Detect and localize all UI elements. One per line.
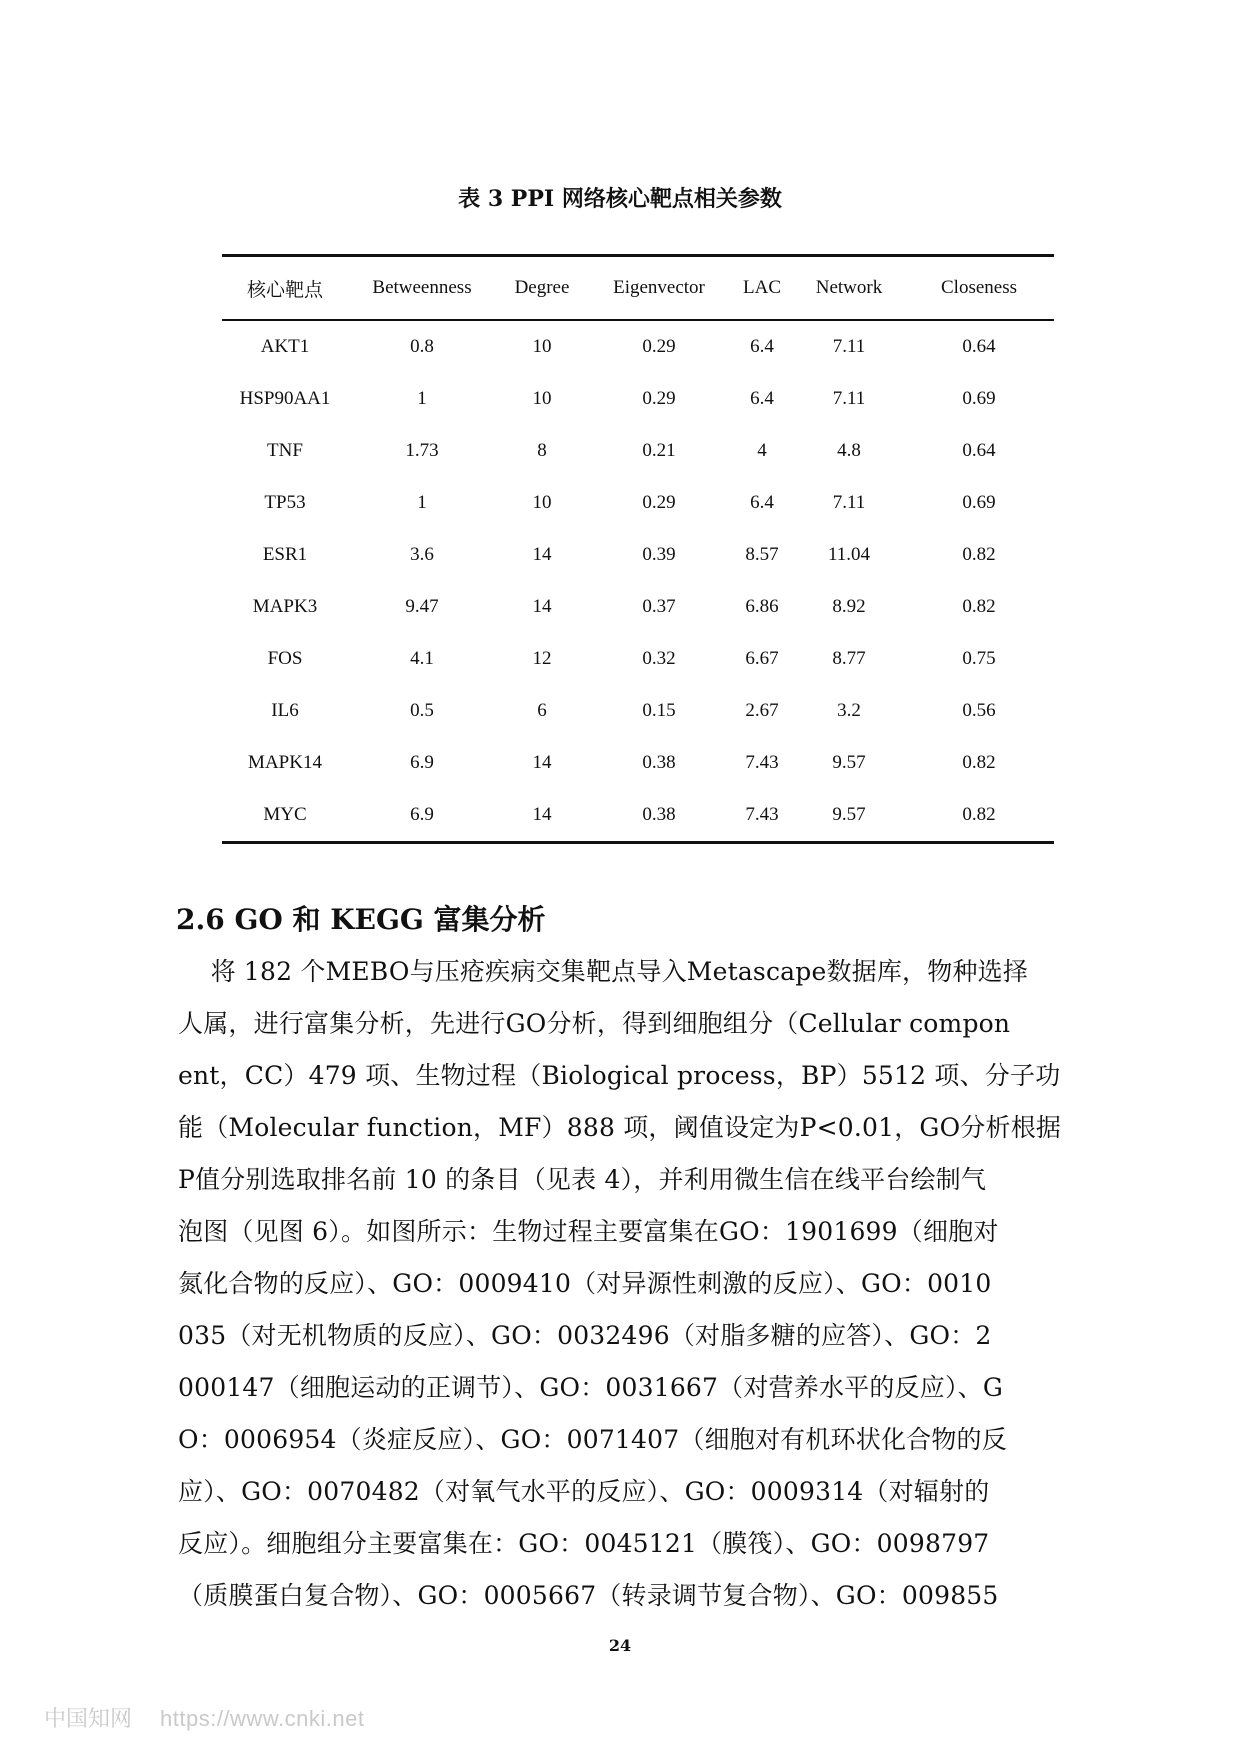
watermark-brand: 中国知网 <box>44 1706 133 1731</box>
header-core-target: 核心靶点 <box>222 256 348 321</box>
table-cell: 3.2 <box>837 700 861 721</box>
table-cell: 1 <box>417 492 427 513</box>
table-cell: MAPK14 <box>248 752 322 773</box>
paragraph-line: 000147（细胞运动的正调节）、GO：0031667（对营养水平的反应）、G <box>178 1373 1004 1402</box>
table-cell: 4 <box>757 440 767 461</box>
table-cell: 6.4 <box>750 492 774 513</box>
table-row <box>222 425 1054 477</box>
table-cell: 14 <box>532 596 552 617</box>
table-cell: 9.57 <box>794 789 904 843</box>
table-cell: 0.29 <box>642 336 676 357</box>
paragraph-line: 035（对无机物质的反应）、GO：0032496（对脂多糖的应答）、GO：2 <box>178 1321 992 1350</box>
table-header <box>222 256 1054 321</box>
table-cell: 14 <box>532 544 552 565</box>
watermark <box>44 1702 364 1733</box>
table-cell: TNF <box>267 440 303 461</box>
table-cell: 1 <box>417 388 427 409</box>
watermark-url: https://www.cnki.net <box>160 1706 365 1731</box>
table-cell: 7.11 <box>832 492 866 513</box>
table-cell: 8.77 <box>832 648 866 669</box>
table-cell: 0.29 <box>642 492 676 513</box>
table-cell: 7.43 <box>745 752 779 773</box>
header-row <box>222 256 1054 321</box>
table-cell: 6.9 <box>410 752 434 773</box>
paragraph-line: （质膜蛋白复合物）、GO：0005667（转录调节复合物）、GO：009855 <box>178 1581 999 1610</box>
table-cell: 0.75 <box>962 648 996 669</box>
ppi-parameters-table <box>222 254 1054 844</box>
table-cell: 0.29 <box>642 388 676 409</box>
paragraph-line: 反应）。细胞组分主要富集在：GO：0045121（膜筏）、GO：0098797 <box>178 1529 990 1558</box>
paragraph-line: P值分别选取排名前 10 的条目（见表 4），并利用微生信在线平台绘制气 <box>178 1165 987 1194</box>
table-cell: 6 <box>537 700 547 721</box>
table-row <box>222 581 1054 633</box>
table-cell: 1.73 <box>405 440 439 461</box>
table-row <box>222 477 1054 529</box>
table-body <box>222 320 1054 843</box>
table-cell: TP53 <box>264 492 306 513</box>
table-row <box>222 529 1054 581</box>
table-cell: 0.32 <box>642 648 676 669</box>
table-cell: 14 <box>532 752 552 773</box>
table-cell: 6.4 <box>750 388 774 409</box>
table-cell: 0.64 <box>962 336 996 357</box>
table-cell: MAPK3 <box>252 596 318 617</box>
table-cell: 10 <box>532 388 552 409</box>
table-cell: 0.39 <box>642 544 676 565</box>
table-cell: 9.47 <box>405 596 439 617</box>
table-cell: 8.92 <box>832 596 866 617</box>
header-betweenness: Betweenness <box>348 256 496 321</box>
table-row <box>222 633 1054 685</box>
table-cell: 0.38 <box>642 752 676 773</box>
table-cell: 11.04 <box>827 544 871 565</box>
table-cell: 3.6 <box>410 544 434 565</box>
table-cell: 0.15 <box>642 700 676 721</box>
table-cell: 0.82 <box>962 596 996 617</box>
table-cell: 10 <box>532 336 552 357</box>
table-cell: MYC <box>222 789 348 843</box>
table-cell: IL6 <box>271 700 299 721</box>
paragraph-line: 氮化合物的反应）、GO：0009410（对异源性刺激的反应）、GO：0010 <box>178 1269 992 1298</box>
table-cell: 14 <box>496 789 588 843</box>
table-cell: 10 <box>532 492 552 513</box>
table-cell: 0.64 <box>962 440 996 461</box>
table-cell: 0.37 <box>642 596 676 617</box>
table-cell: FOS <box>267 648 303 669</box>
table-cell: 7.43 <box>730 789 794 843</box>
table-cell: 6.9 <box>348 789 496 843</box>
table-cell: 0.56 <box>962 700 996 721</box>
table-cell: ESR1 <box>262 544 308 565</box>
paragraph-line: ent，CC）479 项、生物过程（Biological process，BP）5512 项、分子功 <box>178 1061 1061 1090</box>
table-row <box>222 373 1054 425</box>
table-cell: 0.5 <box>410 700 434 721</box>
table-cell: HSP90AA1 <box>239 388 331 409</box>
table-cell: 0.82 <box>962 544 996 565</box>
table-cell: AKT1 <box>260 336 310 357</box>
header-lac: LAC <box>730 256 794 321</box>
table-cell: 6.67 <box>745 648 779 669</box>
paragraph-line: O：0006954（炎症反应）、GO：0071407（细胞对有机环状化合物的反 <box>178 1425 1007 1454</box>
table-row <box>222 789 1054 843</box>
paragraph-line: 应）、GO：0070482（对氧气水平的反应）、GO：0009314（对辐射的 <box>178 1477 990 1506</box>
table-cell: 0.21 <box>642 440 676 461</box>
table-cell: 0.82 <box>904 789 1054 843</box>
table-row <box>222 685 1054 737</box>
table-cell: 8.57 <box>745 544 779 565</box>
table-cell: 4.1 <box>410 648 434 669</box>
header-network: Network <box>794 256 904 321</box>
paragraph-line: 能（Molecular function，MF）888 项，阈值设定为P<0.01，GO分析根据 <box>178 1113 1062 1142</box>
table-cell: 7.11 <box>832 388 866 409</box>
paragraph-line: 将 182 个MEBO与压疮疾病交集靶点导入Metascape数据库，物种选择 <box>178 957 1029 986</box>
table-cell: 2.67 <box>745 700 779 721</box>
table-cell: 0.38 <box>588 789 730 843</box>
table-cell: 6.4 <box>750 336 774 357</box>
table-cell: 0.69 <box>962 388 996 409</box>
table-cell: 6.86 <box>745 596 779 617</box>
table-caption: 表 3 PPI 网络核心靶点相关参数 <box>458 186 782 212</box>
table-cell: 12 <box>532 648 552 669</box>
paragraph-line: 人属，进行富集分析，先进行GO分析，得到细胞组分（Cellular compon <box>178 1009 1011 1038</box>
section-heading: 2.6 GO 和 KEGG 富集分析 <box>176 903 546 936</box>
table-cell: 0.82 <box>962 752 996 773</box>
table-cell: 4.8 <box>837 440 861 461</box>
table-cell: 0.8 <box>410 336 434 357</box>
table-cell: 9.57 <box>832 752 866 773</box>
page-number: 24 <box>608 1636 632 1655</box>
table-cell: 0.69 <box>962 492 996 513</box>
paragraph-line: 泡图（见图 6）。如图所示：生物过程主要富集在GO：1901699（细胞对 <box>178 1217 999 1246</box>
header-eigenvector: Eigenvector <box>588 256 730 321</box>
table-row <box>222 320 1054 373</box>
table-cell: 8 <box>537 440 547 461</box>
header-degree: Degree <box>496 256 588 321</box>
body-paragraph <box>178 946 1096 1622</box>
table-row <box>222 737 1054 789</box>
table-cell: 7.11 <box>832 336 866 357</box>
header-closeness: Closeness <box>904 256 1054 321</box>
